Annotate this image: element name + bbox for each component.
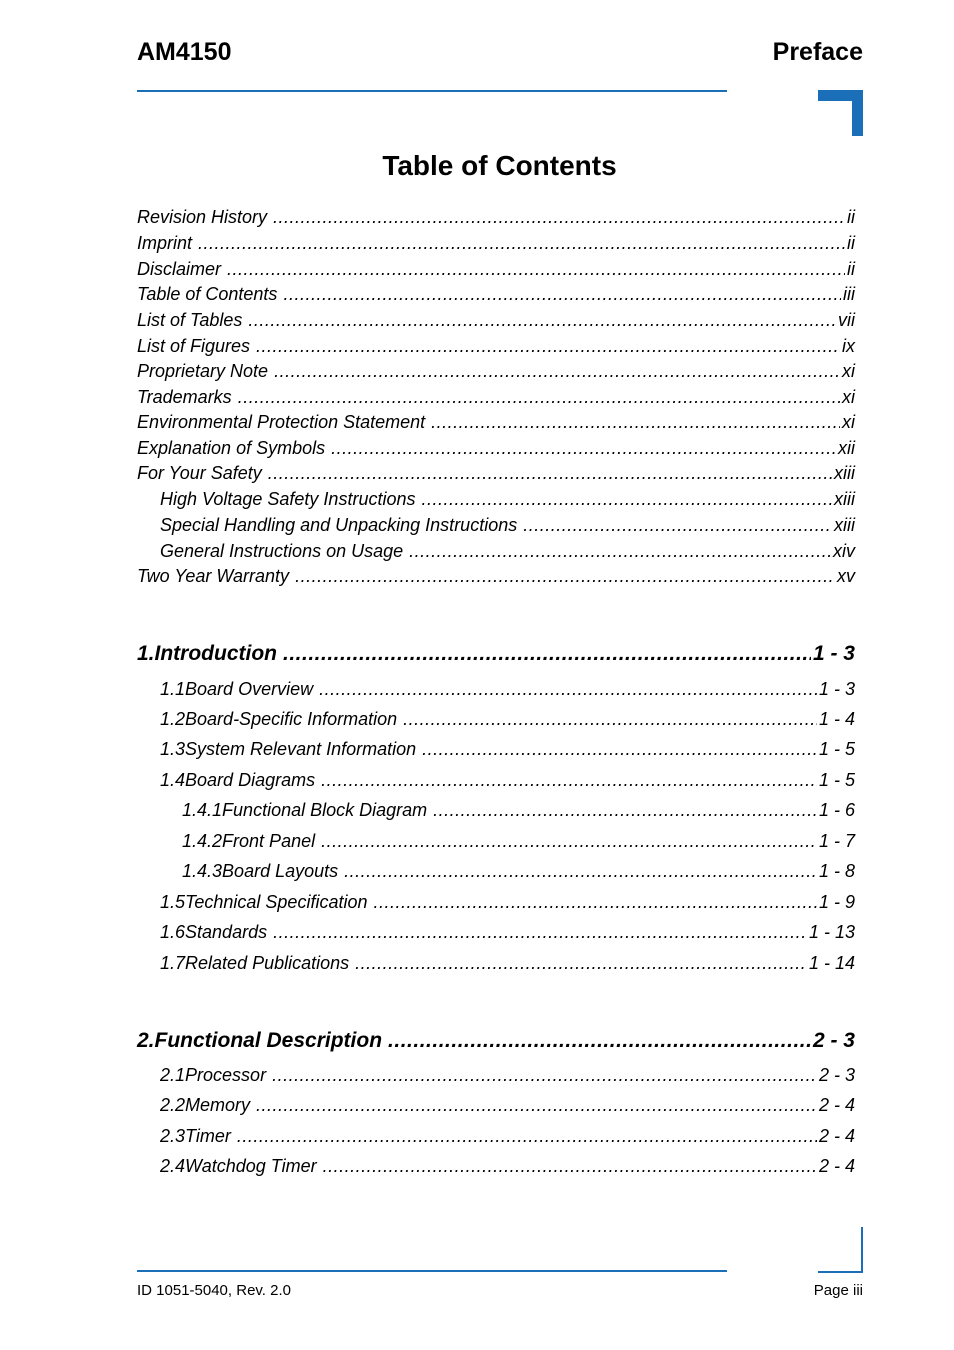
toc-section[interactable]: 1.1 Board Overview ..... 1 - 3 [160, 679, 855, 700]
toc-entry[interactable]: Imprint ..... ii [137, 233, 855, 254]
toc-section[interactable]: 2.3 Timer ..... 2 - 4 [160, 1126, 855, 1147]
corner-mark-bottom [818, 1227, 863, 1273]
toc-entry[interactable]: Revision History ..... ii [137, 207, 855, 228]
header-product: AM4150 [137, 38, 232, 66]
toc-subsection[interactable]: 1.4.1 Functional Block Diagram ..... 1 - 6 [182, 800, 855, 821]
toc-entry[interactable]: Proprietary Note ..... xi [137, 361, 855, 382]
toc-entry[interactable]: Special Handling and Unpacking Instructions ..... xiii [160, 515, 855, 536]
toc-section[interactable]: 1.3 System Relevant Information ..... 1 - 5 [160, 739, 855, 760]
toc-entry[interactable]: High Voltage Safety Instructions ..... xiii [160, 489, 855, 510]
toc-section[interactable]: 2.1 Processor ..... 2 - 3 [160, 1065, 855, 1086]
toc-section[interactable]: 1.7 Related Publications ..... 1 - 14 [160, 953, 855, 974]
toc-entry[interactable]: Table of Contents ..... iii [137, 284, 855, 305]
toc [137, 0, 855, 1200]
toc-entry[interactable]: Explanation of Symbols ..... xii [137, 438, 855, 459]
toc-section[interactable]: 1.2 Board-Specific Information ..... 1 - 4 [160, 709, 855, 730]
toc-entry[interactable]: Two Year Warranty ..... xv [137, 566, 855, 587]
footer-rule [137, 1270, 727, 1272]
toc-subsection[interactable]: 1.4.2 Front Panel ..... 1 - 7 [182, 831, 855, 852]
toc-section[interactable]: 1.4 Board Diagrams ..... 1 - 5 [160, 770, 855, 791]
toc-entry[interactable]: Trademarks ..... xi [137, 387, 855, 408]
toc-subsection[interactable]: 1.4.3 Board Layouts ..... 1 - 8 [182, 861, 855, 882]
toc-entry[interactable]: Environmental Protection Statement ..... xi [137, 412, 855, 433]
footer-page-number: Page iii [813, 1282, 863, 1299]
toc-entry[interactable]: General Instructions on Usage ..... xiv [160, 541, 855, 562]
toc-chapter[interactable]: 1. Introduction ..... 1 - 3 [137, 642, 855, 666]
footer-doc-id: ID 1051-5040, Rev. 2.0 [137, 1282, 291, 1299]
toc-entry[interactable]: List of Tables ..... vii [137, 310, 855, 331]
toc-entry[interactable]: For Your Safety ..... xiii [137, 463, 855, 484]
toc-section[interactable]: 2.2 Memory ..... 2 - 4 [160, 1095, 855, 1116]
toc-section[interactable]: 1.6 Standards ..... 1 - 13 [160, 922, 855, 943]
toc-entry[interactable]: Disclaimer ..... ii [137, 259, 855, 280]
toc-section[interactable]: 2.4 Watchdog Timer ..... 2 - 4 [160, 1156, 855, 1177]
toc-entry[interactable]: List of Figures ..... ix [137, 336, 855, 357]
toc-chapter[interactable]: 2. Functional Description ..... 2 - 3 [137, 1029, 855, 1053]
header-section: Preface [772, 38, 863, 66]
toc-section[interactable]: 1.5 Technical Specification ..... 1 - 9 [160, 892, 855, 913]
page-title: Table of Contents [382, 150, 617, 181]
